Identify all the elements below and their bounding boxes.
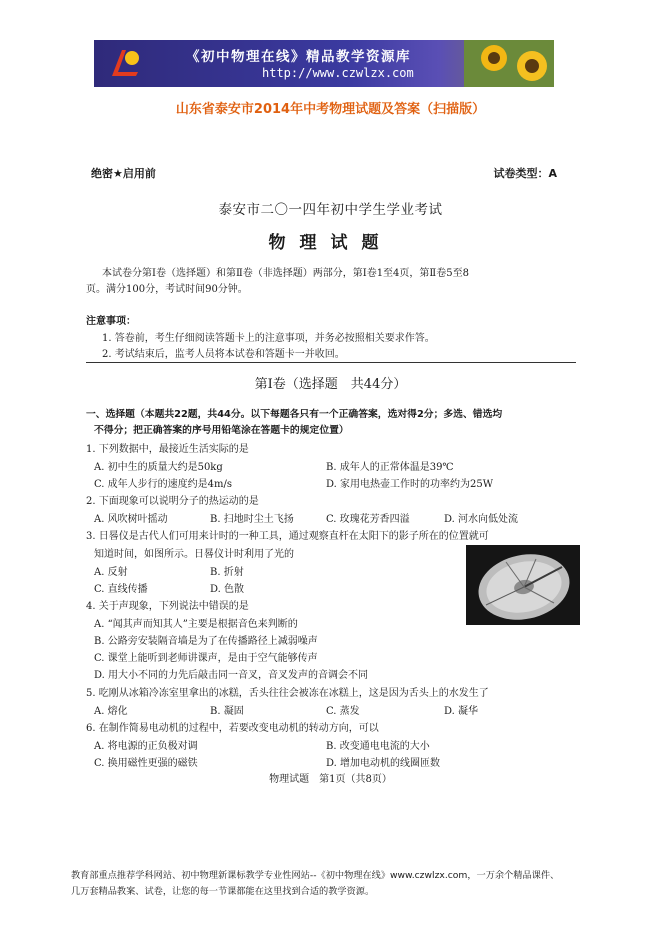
divider bbox=[86, 362, 576, 363]
q5-option-b: B. 凝固 bbox=[210, 706, 244, 717]
q4-stem: 4. 关于声现象，下列说法中错误的是 bbox=[86, 601, 249, 612]
q1-stem: 1. 下列数据中，最接近生活实际的是 bbox=[86, 444, 249, 455]
q2-stem: 2. 下面现象可以说明分子的热运动的是 bbox=[86, 496, 259, 507]
q6-option-c: C. 换用磁性更强的磁铁 bbox=[94, 758, 198, 769]
sunflower-icon bbox=[464, 40, 554, 87]
q2-option-a: A. 风吹树叶摇动 bbox=[94, 514, 168, 525]
q1-option-b: B. 成年人的正常体温是39℃ bbox=[326, 462, 454, 473]
q3-option-d: D. 色散 bbox=[210, 584, 245, 595]
q5-option-d: D. 凝华 bbox=[444, 706, 479, 717]
q1-option-c: C. 成年人步行的速度约是4m/s bbox=[94, 479, 232, 490]
section-title: 第Ⅰ卷（选择题 共44分） bbox=[254, 377, 407, 392]
confidential-label: 绝密★启用前 bbox=[91, 167, 156, 180]
banner-title: 《初中物理在线》精品教学资源库 bbox=[186, 49, 411, 65]
q5-option-c: C. 蒸发 bbox=[326, 706, 360, 717]
q3-stem-line-2: 知道时间，如图所示。日晷仪计时利用了光的 bbox=[94, 549, 294, 560]
q3-option-c: C. 直线传播 bbox=[94, 584, 148, 595]
q2-option-d: D. 河水向低处流 bbox=[444, 514, 519, 525]
notes-title: 注意事项： bbox=[86, 316, 136, 327]
q6-option-a: A. 将电源的正负极对调 bbox=[94, 741, 198, 752]
subject-title: 物理试题 bbox=[268, 233, 393, 253]
page-footer: 物理试题 第1页（共8页） bbox=[269, 774, 392, 785]
document-title: 山东省泰安市2014年中考物理试题及答案（扫描版） bbox=[175, 102, 486, 117]
q4-option-a: A. “闻其声而知其人”主要是根据音色来判断的 bbox=[94, 619, 298, 630]
q2-option-b: B. 扫地时尘土飞扬 bbox=[210, 514, 294, 525]
q6-option-b: B. 改变通电电流的大小 bbox=[326, 741, 430, 752]
q3-option-a: A. 反射 bbox=[94, 567, 128, 578]
bottom-note bbox=[71, 868, 611, 900]
part1-instruction-1: 一、选择题（本题共22题，共44分。以下每题各只有一个正确答案，选对得2分；多选、错选均 bbox=[86, 409, 503, 420]
sundial-image bbox=[466, 545, 580, 625]
q5-option-a: A. 熔化 bbox=[94, 706, 128, 717]
q4-option-b: B. 公路旁安装隔音墙是为了在传播路径上减弱噪声 bbox=[94, 636, 318, 647]
q3-option-b: B. 折射 bbox=[210, 567, 244, 578]
q4-option-c: C. 课堂上能听到老师讲课声，是由于空气能够传声 bbox=[94, 653, 318, 664]
intro-line-1: 本试卷分第Ⅰ卷（选择题）和第Ⅱ卷（非选择题）两部分，第Ⅰ卷1至4页，第Ⅱ卷5至8 bbox=[102, 268, 469, 279]
site-banner bbox=[94, 40, 554, 87]
bottom-note-line-2: 几万套精品教案、试卷，让您的每一节课都能在这里找到合适的教学资源。 bbox=[71, 886, 375, 897]
banner-url[interactable]: http://www.czwlzx.com bbox=[262, 66, 414, 80]
bottom-note-line-1: 教育部重点推荐学科网站、初中物理新课标教学专业性网站--《初中物理在线》www.czwlzx.com，一万余个精品课件、 bbox=[71, 870, 560, 881]
q2-option-c: C. 玫瑰花芳香四溢 bbox=[326, 514, 410, 525]
q6-option-d: D. 增加电动机的线圈匝数 bbox=[326, 758, 441, 769]
q3-stem-line-1: 3. 日晷仪是古代人们可用来计时的一种工具，通过观察直杆在太阳下的影子所在的位置就可 bbox=[86, 531, 489, 542]
part1-instruction-2: 不得分；把正确答案的序号用铅笔涂在答题卡的规定位置） bbox=[94, 425, 349, 436]
sundial-icon bbox=[466, 545, 580, 625]
intro-line-2: 页。满分100分，考试时间90分钟。 bbox=[86, 284, 248, 295]
q6-stem: 6. 在制作简易电动机的过程中，若要改变电动机的转动方向，可以 bbox=[86, 723, 379, 734]
notes-item-1: 1. 答卷前，考生仔细阅读答题卡上的注意事项，并务必按照相关要求作答。 bbox=[102, 333, 435, 344]
paper-type-label: 试卷类型：A bbox=[493, 167, 557, 180]
notes-item-2: 2. 考试结束后，监考人员将本试卷和答题卡一并收回。 bbox=[102, 349, 345, 360]
q4-option-d: D. 用大小不同的力先后敲击同一音叉，音叉发声的音调会不同 bbox=[94, 670, 369, 681]
exam-title: 泰安市二〇一四年初中学生学业考试 bbox=[218, 202, 443, 218]
q5-stem: 5. 吃刚从冰箱冷冻室里拿出的冰糕，舌头往往会被冻在冰糕上，这是因为舌头上的水发生了 bbox=[86, 688, 489, 699]
site-logo-icon bbox=[108, 46, 142, 80]
q1-option-a: A. 初中生的质量大约是50kg bbox=[94, 462, 223, 473]
q1-option-d: D. 家用电热壶工作时的功率约为25W bbox=[326, 479, 494, 490]
